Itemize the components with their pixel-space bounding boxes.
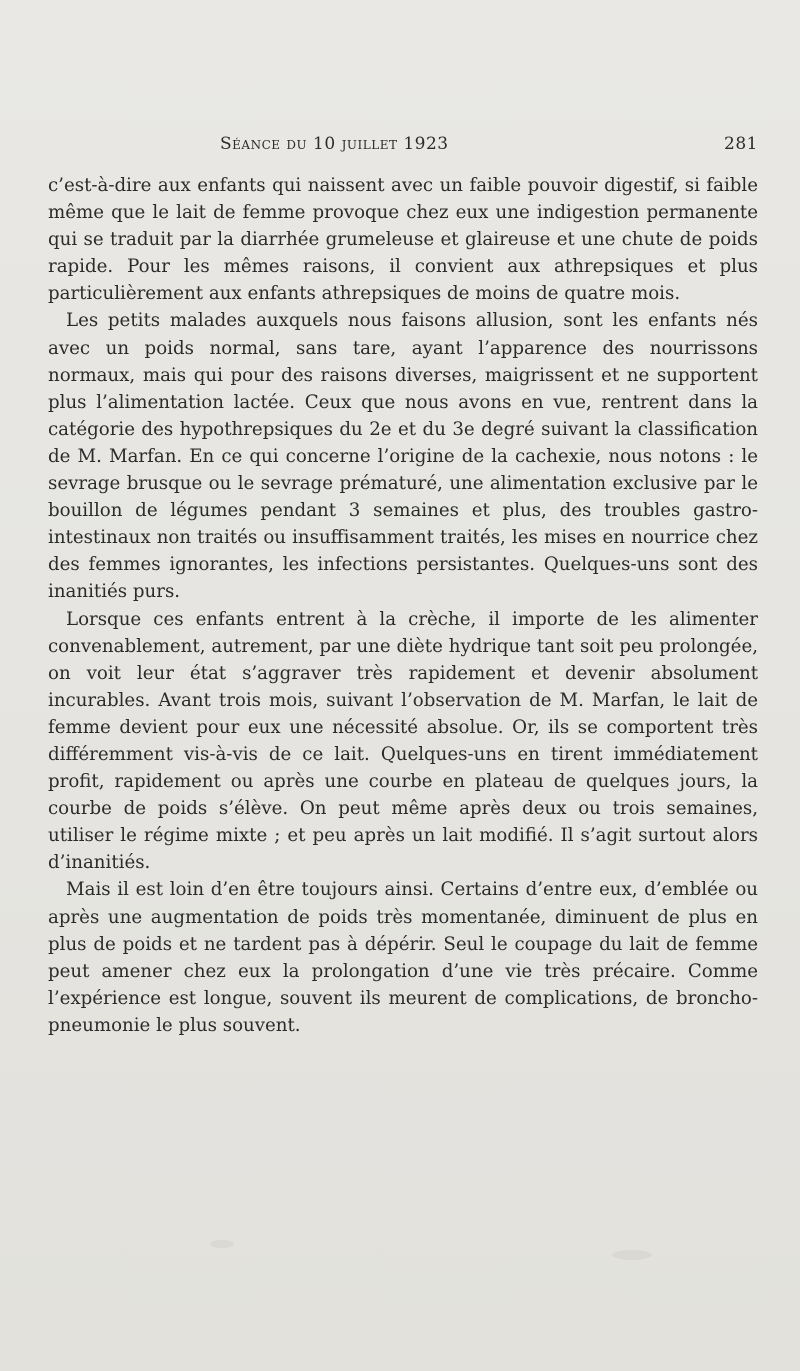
running-header [48, 134, 758, 158]
body-text [48, 172, 758, 1039]
paragraph-1: c’est-à-dire aux enfants qui naissent avec un faible pouvoir digestif, si faible même que le lait de femme provoque chez eux une indigestion permanente qui se traduit par la diarrhée grumeleuse et glaireuse et une chute de poids rapide. Pour les mêmes raisons, il convient aux athrepsiques et plus particulièrement aux enfants athrepsiques de moins de quatre mois. [48, 175, 758, 305]
paper-smudge [210, 1240, 234, 1248]
paragraph-2: Les petits malades auxquels nous faisons allusion, sont les enfants nés avec un poids normal, sans tare, ayant l’apparence des nourrissons normaux, mais qui pour des raisons diverses, maigrissent et ne supportent plus l’alimentation lactée. Ceux que nous avons en vue, rentrent dans la catégorie des hypothrepsiques du 2e et du 3e degré suivant la classification de M. Marfan. En ce qui concerne l’origine de la cachexie, nous notons : le sevrage brusque ou le sevrage prématuré, une alimentation exclusive par le bouillon de légumes pendant 3 semaines et plus, des troubles gastro-intestinaux non traités ou insuffisamment traités, les mises en nourrice chez des femmes ignorantes, les infections persistantes. Quelques-uns sont des inanitiés purs. [48, 310, 758, 603]
running-title: Séance du 10 juillet 1923 [220, 134, 449, 154]
paragraph-4: Mais il est loin d’en être toujours ainsi. Certains d’entre eux, d’emblée ou après une augmentation de poids très momentanée, diminuent de plus en plus de poids et ne tardent pas à dépérir. Seul le coupage du lait de femme peut amener chez eux la prolongation d’une vie très précaire. Comme l’expérience est longue, souvent ils meurent de complications, de broncho-pneumonie le plus souvent. [48, 879, 758, 1036]
paper-smudge [612, 1250, 652, 1260]
paragraph-3: Lorsque ces enfants entrent à la crèche, il importe de les alimenter convenablement, autrement, par une diète hydrique tant soit peu prolongée, on voit leur état s’aggraver très rapidement et devenir absolument incurables. Avant trois mois, suivant l’observation de M. Marfan, le lait de femme devient pour eux une nécessité absolue. Or, ils se comportent très différemment vis-à-vis de ce lait. Quelques-uns en tirent immédiatement profit, rapidement ou après une courbe en plateau de quelques jours, la courbe de poids s’élève. On peut même après deux ou trois semaines, utiliser le régime mixte ; et peu après un lait modifié. Il s’agit surtout alors d’inanitiés. [48, 608, 758, 874]
page-number: 281 [724, 134, 758, 154]
